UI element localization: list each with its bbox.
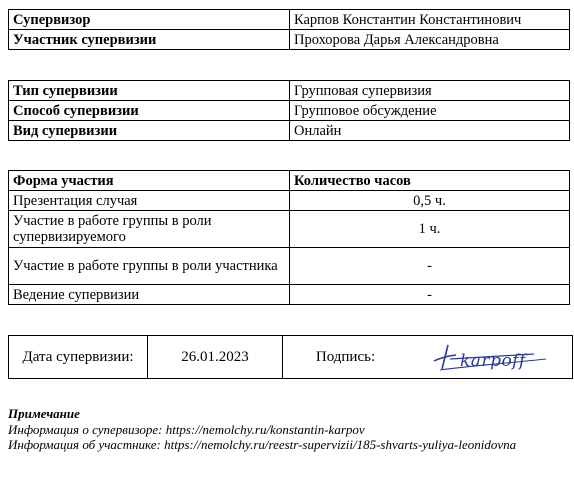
hours-value-cell: 1 ч. [290, 211, 570, 248]
kind-label: Вид супервизии [9, 121, 290, 141]
supervisor-label: Супервизор [9, 10, 290, 30]
hours-table [8, 170, 570, 305]
note-title: Примечание [8, 406, 80, 421]
signoff-table [8, 335, 573, 379]
hours-value-cell: - [290, 285, 570, 305]
note-block [8, 406, 568, 453]
hours-form-cell: Участие в работе группы в роли участника [9, 248, 290, 285]
people-table [8, 9, 570, 50]
date-value: 26.01.2023 [148, 336, 283, 379]
signature-image [430, 339, 550, 375]
supervisor-value: Карпов Константин Константинович [290, 10, 570, 30]
hours-header-hours: Количество часов [290, 171, 570, 191]
table-row [9, 191, 570, 211]
method-row [9, 101, 570, 121]
type-label: Тип супервизии [9, 81, 290, 101]
method-label: Способ супервизии [9, 101, 290, 121]
date-label: Дата супервизии: [9, 336, 148, 379]
note-supervisor-info: Информация о супервизоре: https://nemolchy.ru/konstantin-karpov [8, 421, 365, 437]
type-row [9, 81, 570, 101]
hours-value-cell: - [290, 248, 570, 285]
method-value: Групповое обсуждение [290, 101, 570, 121]
hours-header-form: Форма участия [9, 171, 290, 191]
signoff-row [9, 336, 573, 379]
supervisor-row [9, 10, 570, 30]
hours-header-row [9, 171, 570, 191]
kind-row [9, 121, 570, 141]
table-row [9, 248, 570, 285]
participant-value: Прохорова Дарья Александровна [290, 30, 570, 50]
signature-label: Подпись: [283, 336, 409, 379]
hours-form-cell: Ведение супервизии [9, 285, 290, 305]
hours-form-cell: Участие в работе группы в роли супервизируемого [9, 211, 290, 248]
table-row [9, 285, 570, 305]
supervision-type-table [8, 80, 570, 141]
participant-row [9, 30, 570, 50]
signature-cell [408, 336, 573, 379]
hours-form-cell: Презентация случая [9, 191, 290, 211]
kind-value: Онлайн [290, 121, 570, 141]
note-participant-info: Информация об участнике: https://nemolchy.ru/reestr-supervizii/185-shvarts-yuliya-leonidovna [8, 437, 517, 452]
svg-text:karpoff: karpoff [460, 351, 526, 371]
hours-value-cell: 0,5 ч. [290, 191, 570, 211]
table-row [9, 211, 570, 248]
type-value: Групповая супервизия [290, 81, 570, 101]
participant-label: Участник супервизии [9, 30, 290, 50]
